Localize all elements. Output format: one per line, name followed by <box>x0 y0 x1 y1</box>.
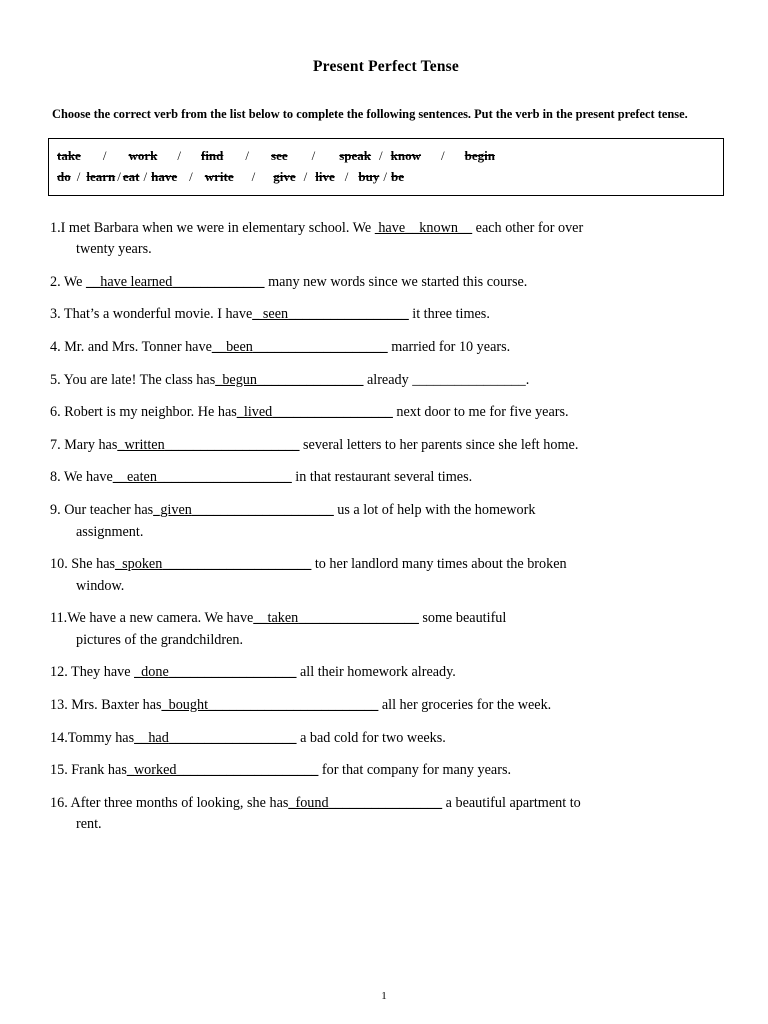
word-bank-separator: / <box>311 148 316 164</box>
sentence-number: 10. <box>50 556 68 573</box>
sentence-text-before: Frank has <box>67 762 127 779</box>
sentence-answer[interactable]: __had <box>134 729 169 746</box>
answer-blank[interactable]: ________________ <box>328 794 443 811</box>
sentence-text-after: it three times. <box>408 306 490 323</box>
worksheet-sentence <box>48 402 724 424</box>
sentence-answer[interactable]: _begun <box>215 371 257 388</box>
worksheet-sentence <box>48 760 724 782</box>
sentence-text-before: We have <box>60 469 113 486</box>
word-bank-separator: / <box>344 168 349 184</box>
sentence-text-before: Our teacher has <box>60 501 154 518</box>
word-bank-separator: / <box>441 148 445 164</box>
word-bank-box <box>48 138 724 195</box>
answer-blank[interactable]: __________________ <box>168 664 297 681</box>
sentence-continuation: rent. <box>76 816 102 833</box>
sentence-continuation: twenty years. <box>76 241 152 258</box>
answer-blank[interactable]: ________________________ <box>208 697 379 713</box>
sentence-text-before: After three months of looking, she has <box>67 794 289 811</box>
sentence-number: 6. <box>50 404 61 421</box>
sentence-text-after: already ________________. <box>363 371 530 388</box>
worksheet-sentence <box>48 728 724 750</box>
sentence-text-after: a beautiful apartment to <box>442 794 581 811</box>
sentence-text-after: all their homework already. <box>296 664 456 681</box>
answer-blank[interactable]: _______________ <box>257 371 364 388</box>
sentence-answer[interactable]: _bought <box>161 697 209 713</box>
sentence-continuation: assignment. <box>76 523 144 540</box>
sentence-text-after: many new words since we started this course. <box>264 273 528 290</box>
word-bank-row-1 <box>57 146 715 166</box>
sentence-text-after: some beautiful <box>418 610 507 627</box>
sentence-continuation: pictures of the grandchildren. <box>76 631 244 648</box>
sentence-answer[interactable]: _spoken <box>115 556 163 573</box>
sentence-text-after: married for 10 years. <box>387 339 511 356</box>
word-bank-item: speak <box>339 148 372 164</box>
word-bank-item: take <box>57 148 81 164</box>
sentence-answer[interactable]: __eaten <box>112 469 157 486</box>
word-bank-item: do <box>57 168 71 184</box>
sentence-text-before: We have a new camera. We have <box>67 610 254 627</box>
sentence-text-before: Mr. and Mrs. Tonner have <box>60 339 212 356</box>
sentence-answer[interactable]: _worked <box>126 762 177 779</box>
sentence-text-after: us a lot of help with the homework <box>333 501 536 518</box>
answer-blank[interactable]: ___________________ <box>156 469 292 486</box>
word-bank-item: give <box>273 168 296 184</box>
word-bank-separator: / <box>117 168 121 184</box>
sentence-text-after: each other for over <box>472 219 584 236</box>
sentence-number: 15. <box>50 762 68 779</box>
sentence-text-after: several letters to her parents since she left home. <box>299 436 579 453</box>
sentence-number: 14. <box>50 729 68 746</box>
sentence-answer[interactable]: _lived <box>236 404 273 421</box>
word-bank-item: buy <box>358 168 380 184</box>
sentence-answer[interactable]: _given <box>153 501 192 518</box>
sentence-number: 3. <box>50 306 61 323</box>
worksheet-sentence <box>48 554 724 597</box>
page-number: 1 <box>381 990 387 1002</box>
worksheet-sentence <box>48 304 724 326</box>
worksheet-sentence <box>48 435 724 457</box>
answer-blank[interactable]: _____________________ <box>162 556 312 573</box>
answer-blank[interactable]: ____________________ <box>176 762 319 779</box>
answer-blank[interactable]: __________________ <box>168 729 297 746</box>
answer-blank[interactable]: ___________________ <box>252 339 388 356</box>
word-bank-item: find <box>200 148 224 164</box>
page-title: Present Perfect Tense <box>313 58 459 75</box>
sentence-text-after: for that company for many years. <box>318 762 512 779</box>
word-bank-item: begin <box>464 148 495 164</box>
sentence-text-before: Mrs. Baxter has <box>67 697 162 713</box>
answer-blank[interactable]: ____________________ <box>191 501 334 518</box>
sentence-text-after: next door to me for five years. <box>392 404 569 421</box>
word-bank-separator: / <box>383 168 387 184</box>
sentence-number: 11. <box>50 610 68 627</box>
worksheet-sentence <box>48 608 724 651</box>
word-bank-item: eat <box>122 168 140 184</box>
sentence-text-before: That’s a wonderful movie. I have <box>60 306 253 323</box>
sentence-answer[interactable]: _written <box>117 436 165 453</box>
word-bank-item: learn <box>86 168 116 184</box>
sentence-text-after: all her groceries for the week. <box>378 697 552 713</box>
worksheet-sentence <box>48 467 724 489</box>
sentence-text-before: You are late! The class has <box>60 371 216 388</box>
worksheet-sentence <box>48 695 724 717</box>
sentence-text-before: Tommy has <box>67 729 135 746</box>
sentence-text-before: We <box>60 273 87 290</box>
sentence-number: 2. <box>50 273 61 290</box>
worksheet-sentence <box>48 793 724 836</box>
word-bank-row-2 <box>57 167 715 187</box>
sentence-number: 12. <box>50 664 68 681</box>
worksheet-sentence <box>48 500 724 543</box>
word-bank-separator: / <box>177 148 181 164</box>
answer-blank[interactable]: ___________________ <box>164 436 300 453</box>
sentence-answer[interactable]: _found <box>288 794 329 811</box>
sentence-text-after: to her landlord many times about the broken <box>311 556 567 573</box>
sentence-number: 8. <box>50 469 61 486</box>
word-bank-item: have <box>151 168 178 184</box>
sentence-text-before: They have <box>67 664 135 681</box>
answer-blank[interactable]: _________________ <box>288 306 409 323</box>
worksheet-sentence <box>48 272 724 294</box>
sentence-text-before: I met Barbara when we were in elementary school. We <box>60 219 375 236</box>
word-bank-separator: / <box>251 168 256 184</box>
sentence-continuation: window. <box>76 577 125 594</box>
answer-blank[interactable]: _________________ <box>298 610 419 627</box>
sentence-number: 7. <box>50 436 61 453</box>
answer-blank[interactable]: _____________ <box>172 273 265 290</box>
word-bank-item: know <box>390 148 422 164</box>
word-bank-separator: / <box>143 168 148 184</box>
word-bank-separator: / <box>189 168 193 184</box>
word-bank-separator: / <box>245 148 250 164</box>
sentence-list <box>48 218 724 836</box>
sentence-number: 4. <box>50 339 61 356</box>
sentence-number: 9. <box>50 501 61 518</box>
sentence-answer[interactable]: _done <box>134 664 169 681</box>
worksheet-sentence <box>48 218 724 261</box>
sentence-text-after: a bad cold for two weeks. <box>296 729 446 746</box>
instructions-text: Choose the correct verb from the list below to complete the following sentences. Put the verb in the present prefect tense. <box>52 107 688 121</box>
sentence-number: 1. <box>50 219 61 236</box>
worksheet-sentence <box>48 662 724 684</box>
sentence-answer[interactable]: __have learned <box>86 273 173 290</box>
word-bank-separator: / <box>102 148 107 164</box>
sentence-text-before: Robert is my neighbor. He has <box>60 404 237 421</box>
sentence-answer[interactable]: __been <box>211 339 253 356</box>
answer-blank[interactable]: _________________ <box>272 404 393 421</box>
sentence-text-before: Mary has <box>60 436 118 453</box>
word-bank-separator: / <box>379 148 383 164</box>
word-bank-item: write <box>204 168 234 184</box>
sentence-answer[interactable]: have__known__ <box>374 219 473 236</box>
word-bank-separator: / <box>76 168 81 184</box>
worksheet-sentence <box>48 370 724 392</box>
word-bank-separator: / <box>303 168 308 184</box>
word-bank-item: live <box>315 168 335 184</box>
sentence-number: 5. <box>50 371 61 388</box>
sentence-answer[interactable]: __taken <box>253 610 299 627</box>
word-bank-item: see <box>271 148 288 164</box>
sentence-text-after: in that restaurant several times. <box>291 469 473 486</box>
sentence-number: 16. <box>50 794 68 811</box>
sentence-number: 13. <box>50 697 68 713</box>
word-bank-item: be <box>390 168 404 184</box>
worksheet-sentence <box>48 337 724 359</box>
word-bank-item: work <box>128 148 158 164</box>
sentence-text-before: She has <box>67 556 116 573</box>
sentence-answer[interactable]: _ seen <box>252 306 289 323</box>
